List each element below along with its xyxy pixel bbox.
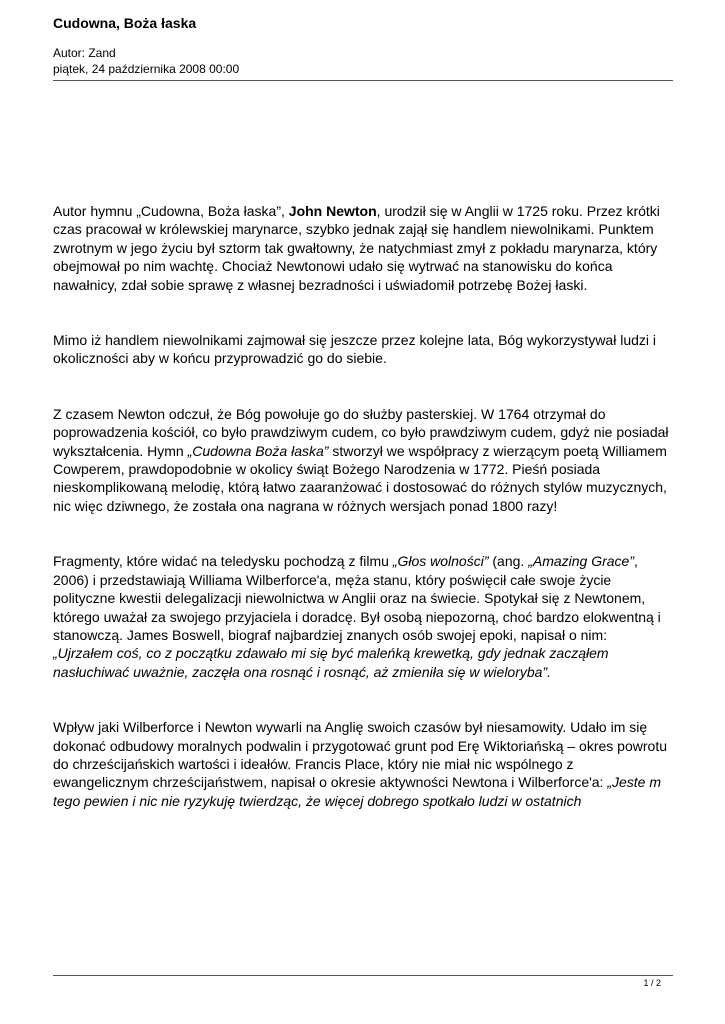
author-line: Autor: Zand bbox=[53, 46, 116, 60]
document-page bbox=[53, 0, 673, 1024]
paragraph-1 bbox=[53, 202, 673, 294]
paragraph-3 bbox=[53, 405, 673, 515]
paragraph-4 bbox=[53, 552, 673, 681]
paragraph-4-text-a: Fragmenty, które widać na teledysku pochodzą z filmu bbox=[53, 553, 393, 570]
film-title-italic: „Głos wolności” bbox=[392, 553, 489, 570]
place-quote-italic: „Jeste m tego pewien i nic nie ryzykuję twierdząc, że więcej dobrego spotkało ludzi w ostatnich bbox=[53, 774, 662, 809]
boswell-quote: „Ujrzałem coś, co z początku zdawało mi się być maleńką krewetką, gdy jednak zacząłem nasłuchiwać uważnie, zaczęła ona rosnąć i rosnąć, aż zmieniła się w wieloryba”. bbox=[53, 645, 609, 680]
paragraph-5-text-a: Wpływ jaki Wilberforce i Newton wywarli na Anglię swoich czasów był niesamowity. Udało im się dokonać odbudowy moralnych podwalin i przygotować grunt pod Erę Wiktoriańską – okres powrotu do chrześcijańskich wartości i ideałów. Francis Place, który nie miał nic wspólnego z ewangelicznym chrześcijaństwem, napisał o okresie aktywności Newtona i Wilberforce'a: bbox=[53, 719, 667, 791]
film-title-english-italic: „Amazing Grace” bbox=[528, 553, 635, 570]
paragraph-1-text-c: , urodził się w Anglii w 1725 roku. Przez krótki czas pracował w królewskiej marynarce, szybko jednak zajął się handlem niewolnikami. Punktem zwrotnym w jego życiu był sztorm tak gwałtowny, że natychmiast zmył z pokładu marynarza, który obejmował po nim wachtę. Chociaż Newtonowi udało się wytrwać na stanowisku do końca nawałnicy, zdał sobie sprawę z własnej bezradności i uświadomił potrzebę Bożej łaski. bbox=[53, 203, 660, 293]
article-title: Cudowna, Boża łaska bbox=[53, 15, 197, 31]
paragraph-3-text-a: Z czasem Newton odczuł, że Bóg powołuje go do służby pasterskiej. W 1764 otrzymał do poprowadzenia kościół, co było prawdziwym cudem, co było prawdziwym cudem, gdyż nie posiadał wykształcenia. Hymn bbox=[53, 405, 669, 459]
paragraph-1-text-a: Autor hymnu „Cudowna, Boża łaska”, bbox=[53, 203, 289, 219]
paragraph-4-text-c: (ang. bbox=[488, 553, 529, 570]
author-name-bold: John Newton bbox=[288, 203, 377, 219]
paragraph-2: Mimo iż handlem niewolnikami zajmował się jeszcze przez kolejne lata, Bóg wykorzystywał ludzi i okoliczności aby w końcu przyprowadzić go do siebie. bbox=[53, 332, 657, 367]
hymn-title-italic: „Cudowna Boża łaska” bbox=[187, 442, 329, 459]
paragraph-4-text-e: , 2006) i przedstawiają Williama Wilberforce'a, męża stanu, który poświęcił całe swoje życie polityczne kwestii delegalizacji niewolnictwa w Anglii oraz na świecie. Spotykał się z Newtonem, którego uważał za swojego przyjaciela i doradcę. Był osobą niepozorną, choć bardzo elokwentną i stanowczą. James Boswell, biograf najbardziej znanych osób swojej epoki, napisał o nim: bbox=[53, 553, 661, 643]
footer-divider bbox=[53, 975, 673, 976]
date-line: piątek, 24 października 2008 00:00 bbox=[53, 62, 240, 76]
page-number: 1 / 2 bbox=[643, 978, 661, 988]
paragraph-3-text-c: stworzył we współpracy z wierzącym poetą Williamem Cowperem, prawdopodobnie w okolicy świąt Bożego Narodzenia w 1772. Pieśń posiada nieskomplikowaną melodię, którą łatwo zaaranżować i dostosować do różnych stylów muzycznych, nic więc dziwnego, że została ona nagrana w różnych wersjach ponad 1800 razy! bbox=[53, 442, 667, 514]
article-body bbox=[53, 202, 673, 810]
article-meta bbox=[53, 45, 239, 77]
header-divider bbox=[53, 80, 673, 81]
paragraph-5 bbox=[53, 718, 673, 810]
